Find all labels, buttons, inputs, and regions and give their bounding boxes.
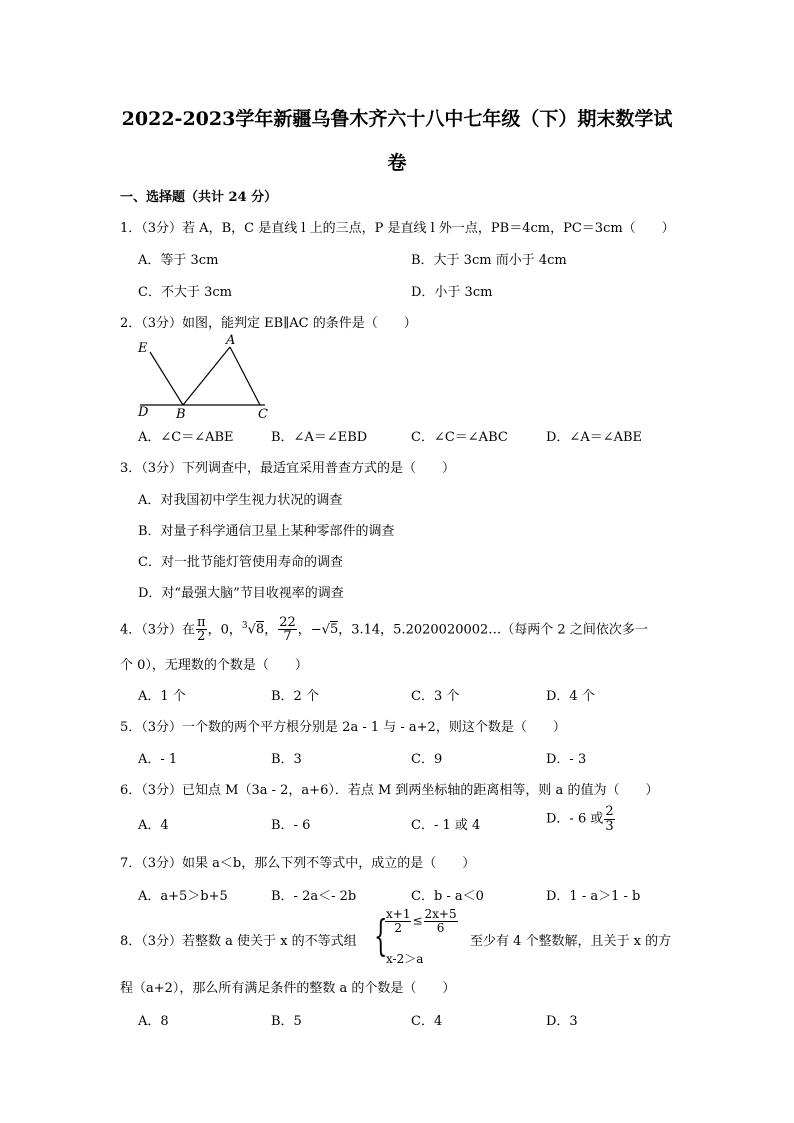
label-e: E (138, 341, 148, 356)
question-3-option-c: C．对一批节能灯管使用寿命的调查 (138, 555, 343, 570)
question-4-option-d: D．4 个 (546, 689, 595, 704)
question-2-option-b: B．∠A＝∠EBD (271, 430, 368, 445)
question-6-stem: 6．（3分）已知点 M（3a - 2，a+6）．若点 M 到两坐标轴的距离相等，则 a 的值为（ ） (120, 783, 659, 798)
question-3-option-d: D．对“最强大脑”节目收视率的调查 (138, 586, 344, 601)
question-4-option-a: A．1 个 (138, 689, 186, 704)
question-4-option-b: B．2 个 (271, 689, 319, 704)
question-5-option-a: A．- 1 (138, 752, 178, 767)
question-3-stem: 3．（3分）下列调查中，最适宜采用普查方式的是（ ） (120, 461, 456, 476)
fraction-22-over-7 (278, 616, 297, 644)
fraction-numerator: 22 (279, 614, 296, 630)
inequality-1 (384, 908, 459, 934)
question-7-stem: 7．（3分）如果 a＜b，那么下列不等式中，成立的是（ ） (120, 856, 476, 871)
fraction-denominator: 6 (436, 920, 445, 935)
fraction-numerator: 2 (605, 804, 614, 819)
fraction-left (385, 908, 411, 934)
label-d: D (138, 405, 149, 420)
fraction-denominator: 2 (197, 629, 206, 645)
question-7-option-d: D．1 - a＞1 - b (546, 889, 641, 904)
question-4-line2: 个 0），无理数的个数是（ ） (120, 658, 308, 673)
square-root-radicand: 5 (329, 622, 339, 638)
radical-sign: √ (247, 622, 256, 638)
question-1-stem: 1．（3分）若 A，B，C 是直线 l 上的三点，P 是直线 l 外一点，PB＝4cm，PC＝3cm（ ） (120, 221, 675, 236)
question-6-option-d (546, 805, 616, 833)
question-8-suffix: 至少有 4 个整数解，且关于 x 的方 (470, 934, 672, 949)
fraction-pi-over-2 (196, 616, 207, 644)
question-1-option-c: C．不大于 3cm (138, 285, 232, 300)
question-6-option-b: B．- 6 (271, 818, 311, 833)
question-2-option-a: A．∠C＝∠ABE (138, 430, 234, 445)
fraction-denominator: 2 (394, 920, 403, 935)
question-6-option-a: A．4 (138, 818, 169, 833)
fraction-2-over-3 (604, 805, 614, 833)
radical-sign: √ (321, 622, 330, 638)
segment-ac (230, 347, 260, 405)
fraction-numerator: 2x+5 (424, 907, 457, 921)
question-4-stem (120, 609, 648, 647)
question-2-option-d: D．∠A＝∠ABE (546, 430, 643, 445)
question-7-option-c: C．b - a＜0 (411, 889, 484, 904)
segment-ba (183, 347, 230, 405)
question-4-text: ，− (297, 622, 322, 638)
section-heading: 一、选择题（共计 24 分） (120, 190, 278, 205)
question-8-option-d: D．3 (546, 1014, 578, 1029)
cube-root-index: 3 (241, 621, 248, 631)
question-5-stem: 5．（3分）一个数的两个平方根分别是 2a - 1 与 - a+2，则这个数是（ ） (120, 720, 566, 735)
segment-eb (150, 352, 183, 405)
fraction-denominator: 7 (283, 629, 292, 645)
question-8-prefix: 8．（3分）若整数 a 使关于 x 的不等式组 (120, 934, 357, 949)
question-4-text: ，3.14，5.2020020002…（每两个 2 之间依次多一 (338, 622, 648, 638)
inequality-2: x-2＞a (386, 952, 424, 966)
question-8-option-b: B．5 (271, 1014, 302, 1029)
question-5-option-b: B．3 (271, 752, 302, 767)
leq-sign: ≤ (412, 913, 423, 928)
question-1-option-a: A．等于 3cm (138, 253, 219, 268)
fraction-numerator: π (197, 614, 206, 630)
option-d-text: D．- 6 或 (546, 811, 604, 827)
question-8-line2: 程（a+2），那么所有满足条件的整数 a 的个数是（ ） (120, 981, 456, 996)
fraction-denominator: 3 (605, 818, 614, 834)
label-c: C (258, 407, 268, 422)
question-2-figure (130, 332, 280, 422)
question-8-option-a: A．8 (138, 1014, 169, 1029)
question-5-option-d: D．- 3 (546, 752, 587, 767)
question-7-option-a: A．a+5＞b+5 (138, 889, 228, 904)
page-title-line2: 卷 (387, 152, 407, 174)
question-6-option-c: C．- 1 或 4 (411, 818, 481, 833)
fraction-right (424, 908, 458, 934)
question-4-prefix: 4．（3分）在 (120, 622, 196, 638)
question-3-option-a: A．对我国初中学生视力状况的调查 (138, 493, 343, 508)
label-b: B (176, 407, 186, 422)
question-2-option-c: C．∠C＝∠ABC (411, 430, 508, 445)
question-2-stem: 2．（3分）如图，能判定 EB∥AC 的条件是（ ） (120, 316, 417, 331)
label-a: A (226, 333, 236, 348)
page-title-line1: 2022-2023学年新疆乌鲁木齐六十八中七年级（下）期末数学试 (121, 108, 673, 130)
question-4-text: ， (264, 622, 278, 638)
fraction-numerator: x+1 (386, 907, 411, 921)
question-1-option-b: B．大于 3cm 而小于 4cm (411, 253, 567, 268)
question-8-option-c: C．4 (411, 1014, 443, 1029)
cube-root-radicand: 8 (255, 622, 265, 638)
question-7-option-b: B．- 2a＜- 2b (271, 889, 357, 904)
question-1-option-d: D．小于 3cm (411, 285, 493, 300)
question-4-text: ，0， (207, 622, 242, 638)
brace-icon: { (374, 911, 388, 960)
question-4-option-c: C．3 个 (411, 689, 460, 704)
question-5-option-c: C．9 (411, 752, 443, 767)
question-3-option-b: B．对量子科学通信卫星上某种零部件的调查 (138, 524, 395, 539)
